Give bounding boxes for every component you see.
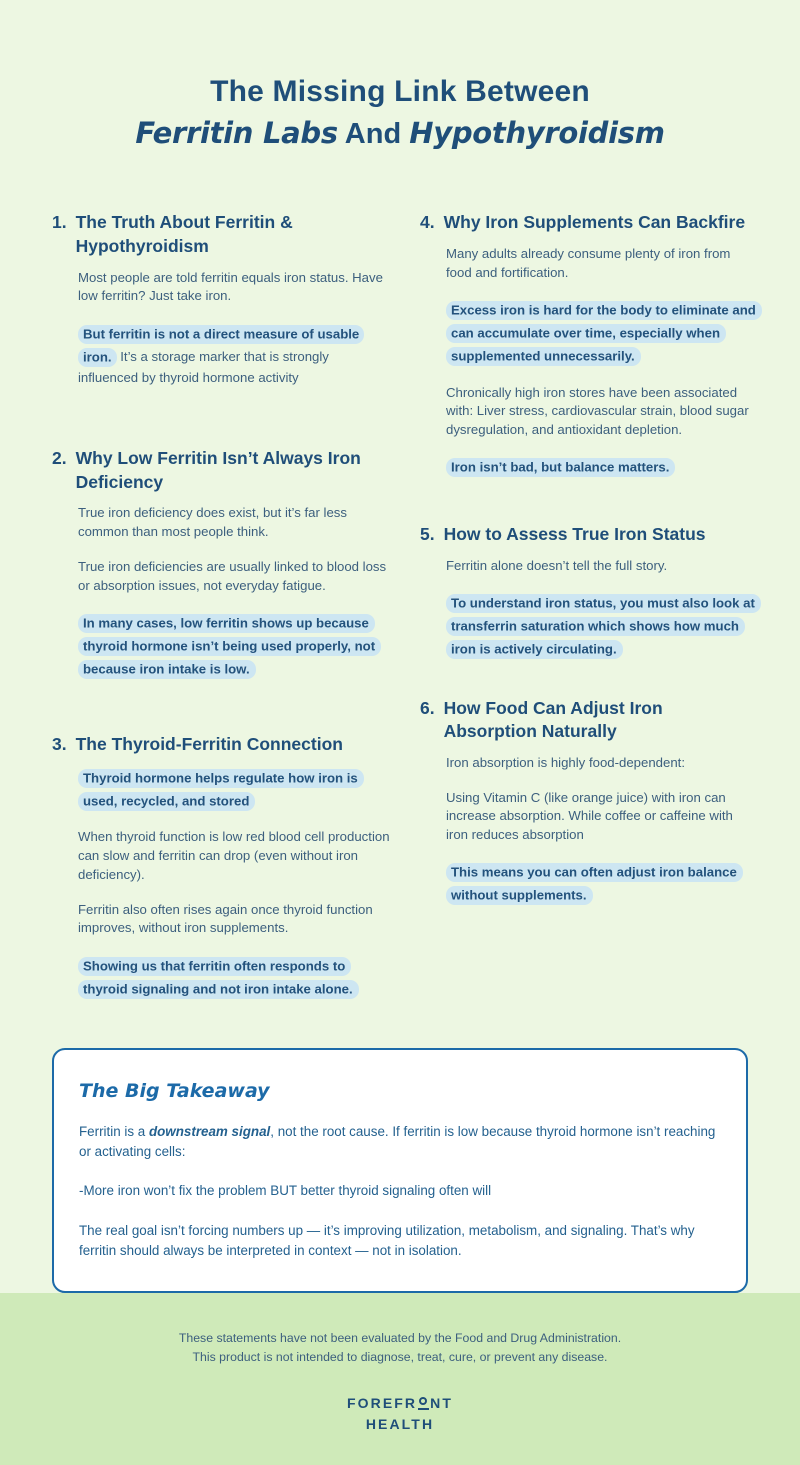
section-6-number: 6. <box>420 697 435 718</box>
section-5 <box>420 523 760 661</box>
takeaway-paragraph-3: The real goal isn’t forcing numbers up — it’s improving utilization, metabolism, and signaling. That’s why ferritin should always be interpreted in context — not in isolation. <box>79 1222 695 1258</box>
section-2-highlight: In many cases, low ferritin shows up because thyroid hormone isn’t being used properly, not because iron intake is low. <box>78 614 381 679</box>
brand-logo <box>0 1393 800 1435</box>
section-5-highlight: To understand iron status, you must also look at transferrin saturation which shows how much iron is actively circulating. <box>446 594 761 659</box>
section-2 <box>52 447 392 680</box>
page-title <box>0 0 800 153</box>
section-2-paragraph-3 <box>78 611 390 680</box>
left-column <box>52 211 392 1000</box>
section-5-heading <box>420 523 760 547</box>
section-3-paragraph-4 <box>78 954 390 1000</box>
section-4-paragraph-1: Many adults already consume plenty of iron from food and fortification. <box>446 245 731 280</box>
forefront-o-icon <box>418 1397 429 1410</box>
section-2-number: 2. <box>52 448 67 469</box>
section-4-paragraph-4 <box>446 456 758 479</box>
section-4-highlight-2: Iron isn’t bad, but balance matters. <box>446 458 675 477</box>
title-line-2 <box>0 115 800 154</box>
takeaway-paragraph-2: -More iron won’t fix the problem BUT better thyroid signaling often will <box>79 1183 492 1199</box>
takeaway-section <box>0 1048 800 1293</box>
takeaway-title: The Big Takeaway <box>79 1080 270 1103</box>
spacer-right-2 <box>420 661 760 697</box>
takeaway-box <box>52 1048 748 1293</box>
takeaway-paragraph-1 <box>79 1122 720 1162</box>
section-1-heading <box>52 211 392 258</box>
spacer-left-2 <box>52 681 392 733</box>
section-5-title: How to Assess True Iron Status <box>443 523 706 544</box>
section-1 <box>52 211 392 389</box>
spacer-right-1 <box>420 479 760 523</box>
footer <box>0 1293 800 1465</box>
disclaimer-line-2: This product is not intended to diagnose, treat, cure, or prevent any disease. <box>192 1349 608 1364</box>
section-5-paragraph-2 <box>446 591 758 660</box>
sections-grid <box>0 211 800 1000</box>
section-3-heading <box>52 733 392 757</box>
title-script-part-2: Hypothyroidism <box>409 115 665 150</box>
section-2-body <box>52 504 392 680</box>
section-3-paragraph-2: When thyroid function is low red blood cell production can slow and ferritin can drop (even without iron deficiency). <box>78 829 390 882</box>
section-4-highlight-1: Excess iron is hard for the body to eliminate and can accumulate over time, especially when supplemented unnecessarily. <box>446 301 762 366</box>
title-script-part-1: Ferritin Labs <box>135 115 338 150</box>
section-1-paragraph-1: Most people are told ferritin equals iron status. Have low ferritin? Just take iron. <box>78 269 383 304</box>
section-3-highlight-2: Showing us that ferritin often responds to thyroid signaling and not iron intake alone. <box>78 957 359 999</box>
section-1-number: 1. <box>52 212 67 233</box>
section-4-paragraph-2 <box>446 298 758 367</box>
right-column <box>420 211 760 1000</box>
section-5-body <box>420 557 760 661</box>
section-3-title: The Thyroid-Ferritin Connection <box>75 733 343 754</box>
section-3-number: 3. <box>52 733 67 754</box>
spacer-left-1 <box>52 389 392 447</box>
logo-text-after: NT <box>430 1394 454 1411</box>
section-4-number: 4. <box>420 212 435 233</box>
logo-text-before: FOREFR <box>346 1394 418 1411</box>
section-3-body <box>52 766 392 1000</box>
section-3 <box>52 733 392 1001</box>
takeaway-p1-before: Ferritin is a <box>79 1124 149 1140</box>
takeaway-p1-after: , not the root cause. If ferritin is low because thyroid hormone isn’t reaching or activating cells: <box>79 1124 716 1160</box>
section-6-title: How Food Can Adjust Iron Absorption Naturally <box>443 697 663 742</box>
section-6-body <box>420 754 760 907</box>
section-5-paragraph-1: Ferritin alone doesn’t tell the full story. <box>446 557 668 573</box>
disclaimer-line-1: These statements have not been evaluated by the Food and Drug Administration. <box>178 1330 622 1345</box>
section-1-paragraph-2 <box>78 322 390 389</box>
section-2-paragraph-2: True iron deficiencies are usually linked to blood loss or absorption issues, not everyday fatigue. <box>78 558 387 593</box>
section-4 <box>420 211 760 479</box>
logo-line-2: HEALTH <box>365 1415 435 1432</box>
section-3-paragraph-3: Ferritin also often rises again once thyroid function improves, without iron supplements. <box>78 901 373 936</box>
section-4-title: Why Iron Supplements Can Backfire <box>443 212 746 233</box>
section-4-body <box>420 245 760 479</box>
section-6-paragraph-3 <box>446 861 758 907</box>
section-3-paragraph-1 <box>78 766 390 812</box>
section-4-paragraph-3: Chronically high iron stores have been associated with: Liver stress, cardiovascular strain, blood sugar dysregulation, and antioxidant depletion. <box>446 384 749 438</box>
section-1-title: The Truth About Ferritin & Hypothyroidism <box>75 212 293 256</box>
section-3-highlight-1: Thyroid hormone helps regulate how iron is used, recycled, and stored <box>78 769 364 811</box>
section-2-heading <box>52 447 392 494</box>
section-1-paragraph-2-rest: It’s a storage marker that is strongly influenced by thyroid hormone activity <box>78 349 329 386</box>
section-6-paragraph-1: Iron absorption is highly food-dependent: <box>446 754 686 770</box>
title-line-1: The Missing Link Between <box>210 75 590 108</box>
takeaway-p1-emphasis: downstream signal <box>148 1124 271 1140</box>
section-6-highlight: This means you can often adjust iron balance without supplements. <box>446 863 743 905</box>
title-and: And <box>337 117 410 150</box>
section-6-paragraph-2: Using Vitamin C (like orange juice) with iron can increase absorption. While coffee or caffeine with iron reduces absorption <box>446 789 733 843</box>
section-5-number: 5. <box>420 523 435 544</box>
logo-line-1 <box>0 1393 800 1414</box>
section-2-title: Why Low Ferritin Isn’t Always Iron Deficiency <box>75 448 361 492</box>
section-1-body <box>52 269 392 390</box>
section-1-highlight: But ferritin is not a direct measure of usable iron. <box>78 325 364 367</box>
section-2-paragraph-1: True iron deficiency does exist, but it’s far less common than most people think. <box>78 505 347 540</box>
section-4-heading <box>420 211 760 235</box>
section-6-heading <box>420 697 760 744</box>
section-6 <box>420 697 760 907</box>
